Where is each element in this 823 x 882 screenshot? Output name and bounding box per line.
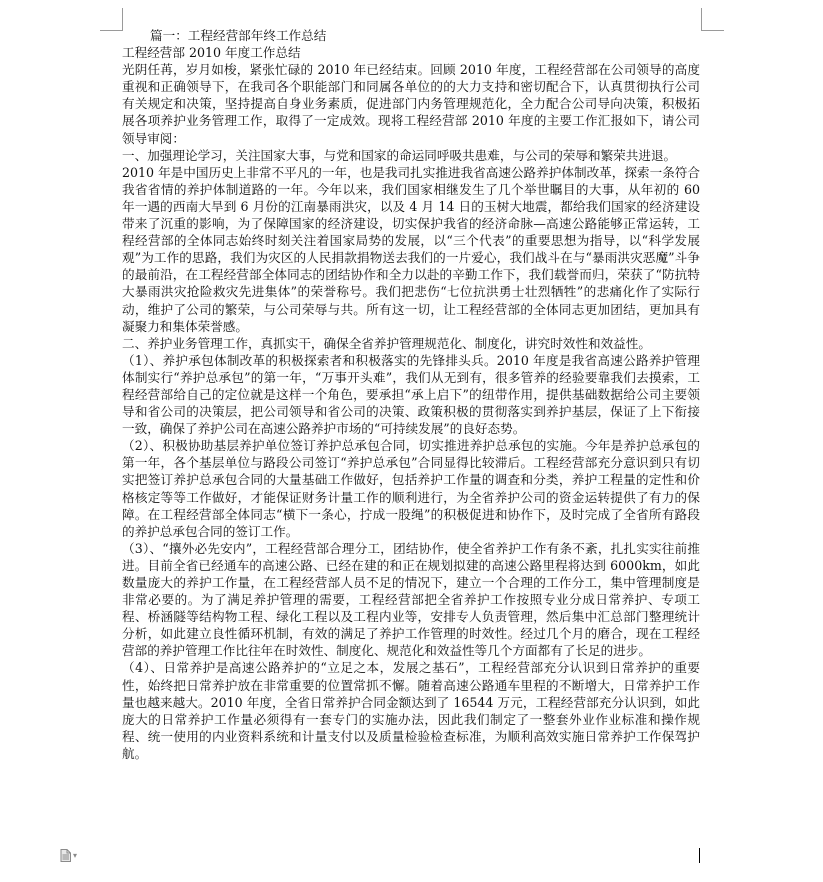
page-corner-mark-top-right [701,8,724,31]
paragraph: 光阴任苒，岁月如梭，紧张忙碌的 2010 年已经结束。回顾 2010 年度，工程经营部在公司领导的高度重视和正确领导下，在我司各个职能部门和同属各单位的的大力支持和密切配合下，认真贯彻执行公司有关规定和决策，坚持提高自身业务素质，促进部门内务管理规范化，全力配合公司导向决策，积极拓展各项养护业务管理工作，取得了一定成效。现将工程经营部 2010 年度的主要工作汇报如下，请公司领导审阅： [122,62,700,146]
section-heading: 一、加强理论学习，关注国家大事，与党和国家的命运同呼吸共患难，与公司的荣辱和繁荣共进退。 [122,147,677,163]
document-title: 篇一：工程经营部年终工作总结 [150,28,327,43]
paragraph: （4）、日常养护是高速公路养护的“立足之本，发展之基石”，工程经营部充分认识到日常养护的重要性，始终把日常养护放在非常重要的位置常抓不懈。随着高速公路通车里程的不断增大，日常养护工作量也越来越大。2010 年度，全省日常养护合同金额达到了 16544 万元，工程经营部充分认识到，如此庞大的日常养护工作量必须得有一套专门的实施办法，因此我们制定了一整套外业作业标准和操作规程、统一使用的内业资料系统和计量支付以及质量检验检查标准，为顺利高效实施日常养护工作保驾护航。 [122,660,700,761]
document-icon-glyph [60,849,71,862]
page-corner-mark-top-left [100,8,123,31]
document-subtitle: 工程经营部 2010 年度工作总结 [122,45,301,61]
document-body[interactable] [122,27,700,762]
paragraph: 2010 年是中国历史上非常不平凡的一年，也是我司扎实推进我省高速公路养护体制改革，探索一条符合我省省情的养护体制道路的一年。今年以来，我们国家相继发生了几个举世瞩目的大事，从年初的 60 年一遇的西南大旱到 6 月份的江南暴雨洪灾，以及 4 月 14 日的玉树大地震，都给我们国家的经济建设带来了沉重的影响，为了保障国家的经济建设，切实保护我省的经济命脉—高速公路能够正常运转，工程经营部的全体同志始终时刻关注着国家局势的发展，以“三个代表”的重要思想为指导，以“科学发展观”为工作的思路，我们为灾区的人民捐款捐物送去我们的一片爱心，我们战斗在与“暴雨洪灾恶魔”斗争的最前沿，在工程经营部全体同志的团结协作和全力以赴的辛勤工作下，我们载誉而归，荣获了“防抗特大暴雨洪灾抢险救灾先进集体”的荣誉称号。我们把悲伤“七位抗洪勇士壮烈牺牲”的悲痛化作了实际行动，维护了公司的繁荣，与公司荣辱与共。所有这一切，让工程经营部的全体同志更加团结，更加具有凝聚力和集体荣誉感。 [122,164,700,334]
document-icon[interactable] [60,848,84,862]
paragraph: （2）、积极协助基层养护单位签订养护总承包合同，切实推进养护总承包的实施。今年是养护总承包的第一年，各个基层单位与路段公司签订“养护总承包”合同显得比较滞后。工程经营部充分意识到只有切实把签订养护总承包合同的大量基础工作做好，包括养护工作量的调查和分类，养护工程量的定性和价格核定等等工作做好，才能保证财务计量工作的顺利进行，为全省养护公司的资金运转提供了有力的保障。在工程经营部全体同志“横下一条心，拧成一股绳”的积极促进和协作下，及时完成了全省所有路段的养护总承包合同的签订工作。 [122,438,700,539]
text-cursor [699,848,700,863]
paragraph: （1）、养护承包体制改革的积极探索者和积极落实的先锋排头兵。2010 年度是我省高速公路养护管理体制实行“养护总承包”的第一年，“万事开头难”，我们从无到有，很多管养的经验要靠我们去摸索，工程经营部给自己的定位就是这样一个角色，要承担“承上启下”的纽带作用，提供基础数据给公司主要领导和省公司的决策层，把公司领导和省公司的决策、政策积极的贯彻落实到养护基层，保证了上下衔接一致，确保了养护公司在高速公路养护市场的“可持续发展”的良好态势。 [122,352,700,437]
section-heading: 二、养护业务管理工作，真抓实干，确保全省养护管理规范化、制度化，讲究时效性和效益性。 [122,335,651,351]
paragraph: （3）、“攘外必先安内”，工程经营部合理分工，团结协作，使全省养护工作有条不紊，扎扎实实往前推进。目前全省已经通车的高速公路、已经在建的和正在规划拟建的高速公路里程将达到 6000km，如此数量庞大的养护工作量，在工程经营部人员不足的情况下，建立一个合理的工作分工，集中管理制度是非常必要的。为了满足养护管理的需要，工程经营部把全省养护工作按照专业分成日常养护、专项工程、桥涵隧等结构物工程、绿化工程以及工程内业等，安排专人负责管理，然后集中汇总部门整理统计分析，如此建立良性循环机制，有效的满足了养护工作管理的时效性。经过几个月的磨合，现在工程经营部的养护管理工作比往年在时效性、制度化、规范化和效益性等几个方面都有了长足的进步。 [122,540,700,659]
dropdown-arrow-icon: ▾ [73,850,78,860]
